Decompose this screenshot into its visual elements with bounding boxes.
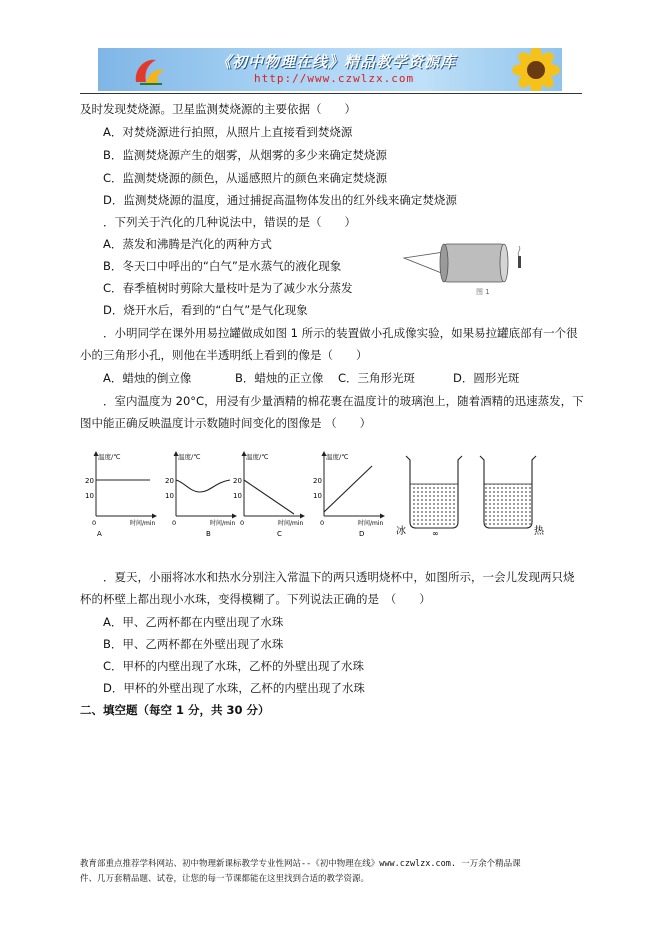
graph-a-letter: A bbox=[97, 530, 102, 538]
site-logo-icon bbox=[132, 56, 166, 86]
graph-a bbox=[85, 452, 156, 538]
q3-option-d: D．圆形光斑 bbox=[453, 371, 520, 385]
graph-d-xlabel: 时间/min bbox=[358, 520, 384, 527]
q5-option-c: C．甲杯的内壁出现了水珠，乙杯的外壁出现了水珠 bbox=[103, 659, 365, 673]
beaker-right-label: 热 bbox=[534, 526, 544, 537]
q5-option-d: D．甲杯的外壁出现了水珠，乙杯的内壁出现了水珠 bbox=[103, 681, 365, 695]
graph-c-tick-10: 10 bbox=[233, 492, 242, 500]
graph-d-ylabel: 温度/℃ bbox=[326, 453, 349, 461]
q4-graphs bbox=[84, 446, 404, 542]
footer-line-1: 教育部重点推荐学科网站、初中物理新课标教学专业性网站--《初中物理在线》www.czwlzx.com. 一万余个精品课 bbox=[80, 859, 521, 869]
q3-stem-line2: 小的三角形小孔，则他在半透明纸上看到的像是（ ） bbox=[80, 348, 368, 362]
graph-c-letter: C bbox=[277, 530, 282, 538]
q1-stem: 及时发现焚烧源。卫星监测焚烧源的主要依据（ ） bbox=[80, 102, 356, 116]
q3-option-b: B．蜡烛的正立像 bbox=[235, 371, 324, 385]
graph-c-origin: 0 bbox=[240, 519, 245, 527]
beaker-mid-mark: ∞ bbox=[432, 529, 439, 538]
graph-b-curve bbox=[176, 480, 230, 492]
header-banner bbox=[98, 48, 562, 91]
graph-c-curve bbox=[244, 480, 294, 514]
section-2-heading: 二、填空题（每空 1 分，共 30 分） bbox=[80, 703, 270, 717]
graph-d bbox=[313, 452, 384, 538]
graph-d-tick-20: 20 bbox=[313, 477, 322, 485]
q1-option-b: B．监测焚烧源产生的烟雾，从烟雾的多少来确定焚烧源 bbox=[103, 148, 387, 162]
q2-option-c: C．春季植树时剪除大量枝叶是为了减少水分蒸发 bbox=[103, 281, 353, 295]
graph-d-tick-10: 10 bbox=[313, 492, 322, 500]
graph-b bbox=[165, 452, 236, 538]
graph-b-letter: B bbox=[206, 530, 211, 538]
graph-b-xlabel: 时间/min bbox=[210, 520, 236, 527]
q5-option-a: A．甲、乙两杯都在内壁出现了水珠 bbox=[103, 615, 284, 629]
beaker-left-label: 冰 bbox=[396, 526, 406, 537]
figure-1-caption: 图 1 bbox=[476, 288, 490, 296]
q4-stem-line2: 图中能正确反映温度计示数随时间变化的图像是 （ ） bbox=[80, 416, 372, 430]
graph-d-origin: 0 bbox=[320, 519, 325, 527]
header-rule bbox=[80, 93, 582, 94]
q4-stem-line1: ．室内温度为 20°C，用浸有少量酒精的棉花裹在温度计的玻璃泡上，随着酒精的迅速蒸发，下 bbox=[103, 394, 584, 408]
graph-c-xlabel: 时间/min bbox=[278, 520, 304, 527]
q5-beakers-figure bbox=[396, 450, 556, 538]
q2-option-a: A．蒸发和沸腾是汽化的两种方式 bbox=[103, 237, 272, 251]
beaker-right bbox=[480, 456, 536, 528]
graph-c-ylabel: 温度/℃ bbox=[246, 453, 269, 461]
banner-url[interactable]: http://www.czwlzx.com bbox=[254, 72, 415, 85]
graph-b-ylabel: 温度/℃ bbox=[178, 453, 201, 461]
q3-option-a: A．蜡烛的倒立像 bbox=[103, 371, 192, 385]
q2-stem: ．下列关于汽化的几种说法中，错误的是（ ） bbox=[103, 215, 356, 229]
footer-line-2: 件、几万套精品题、试卷，让您的每一节课都能在这里找到合适的教学资源。 bbox=[80, 874, 370, 884]
q1-option-d: D．监测焚烧源的温度，通过捕捉高温物体发出的红外线来确定焚烧源 bbox=[103, 193, 457, 207]
graph-c bbox=[233, 452, 304, 538]
graph-a-ylabel: 温度/℃ bbox=[98, 453, 121, 461]
banner-title: 《初中物理在线》精品教学资源库 bbox=[216, 53, 457, 71]
q3-option-c: C．三角形光斑 bbox=[338, 371, 416, 385]
graph-c-tick-20: 20 bbox=[233, 477, 242, 485]
q5-option-b: B．甲、乙两杯都在外壁出现了水珠 bbox=[103, 637, 284, 651]
q1-option-c: C．监测焚烧源的颜色，从遥感照片的颜色来确定焚烧源 bbox=[103, 171, 388, 185]
graph-d-curve bbox=[324, 466, 372, 512]
graph-b-origin: 0 bbox=[172, 519, 177, 527]
figure-1-pinhole-can bbox=[398, 234, 538, 298]
graph-a-xlabel: 时间/min bbox=[130, 520, 156, 527]
q1-option-a: A．对焚烧源进行拍照，从照片上直接看到焚烧源 bbox=[103, 125, 353, 139]
beaker-left bbox=[406, 456, 462, 528]
sunflower-icon bbox=[508, 48, 562, 91]
q3-stem-line1: ．小明同学在课外用易拉罐做成如图 1 所示的装置做小孔成像实验，如果易拉罐底部有一个很 bbox=[103, 326, 578, 340]
q2-option-b: B．冬天口中呼出的“白气”是水蒸气的液化现象 bbox=[103, 259, 342, 273]
graph-b-tick-20: 20 bbox=[165, 477, 174, 485]
q2-option-d: D．烧开水后，看到的“白气”是气化现象 bbox=[103, 303, 308, 317]
q5-stem-line1: ．夏天，小丽将冰水和热水分别注入常温下的两只透明烧杯中，如图所示，一会儿发现两只烧 bbox=[103, 570, 575, 584]
graph-a-origin: 0 bbox=[92, 519, 97, 527]
graph-d-letter: D bbox=[359, 530, 365, 538]
graph-a-tick-20: 20 bbox=[85, 477, 94, 485]
graph-b-tick-10: 10 bbox=[165, 492, 174, 500]
graph-a-tick-10: 10 bbox=[85, 492, 94, 500]
q5-stem-line2: 杯的杯壁上都出现小水珠，变得模糊了。下列说法正确的是 （ ） bbox=[80, 592, 431, 606]
